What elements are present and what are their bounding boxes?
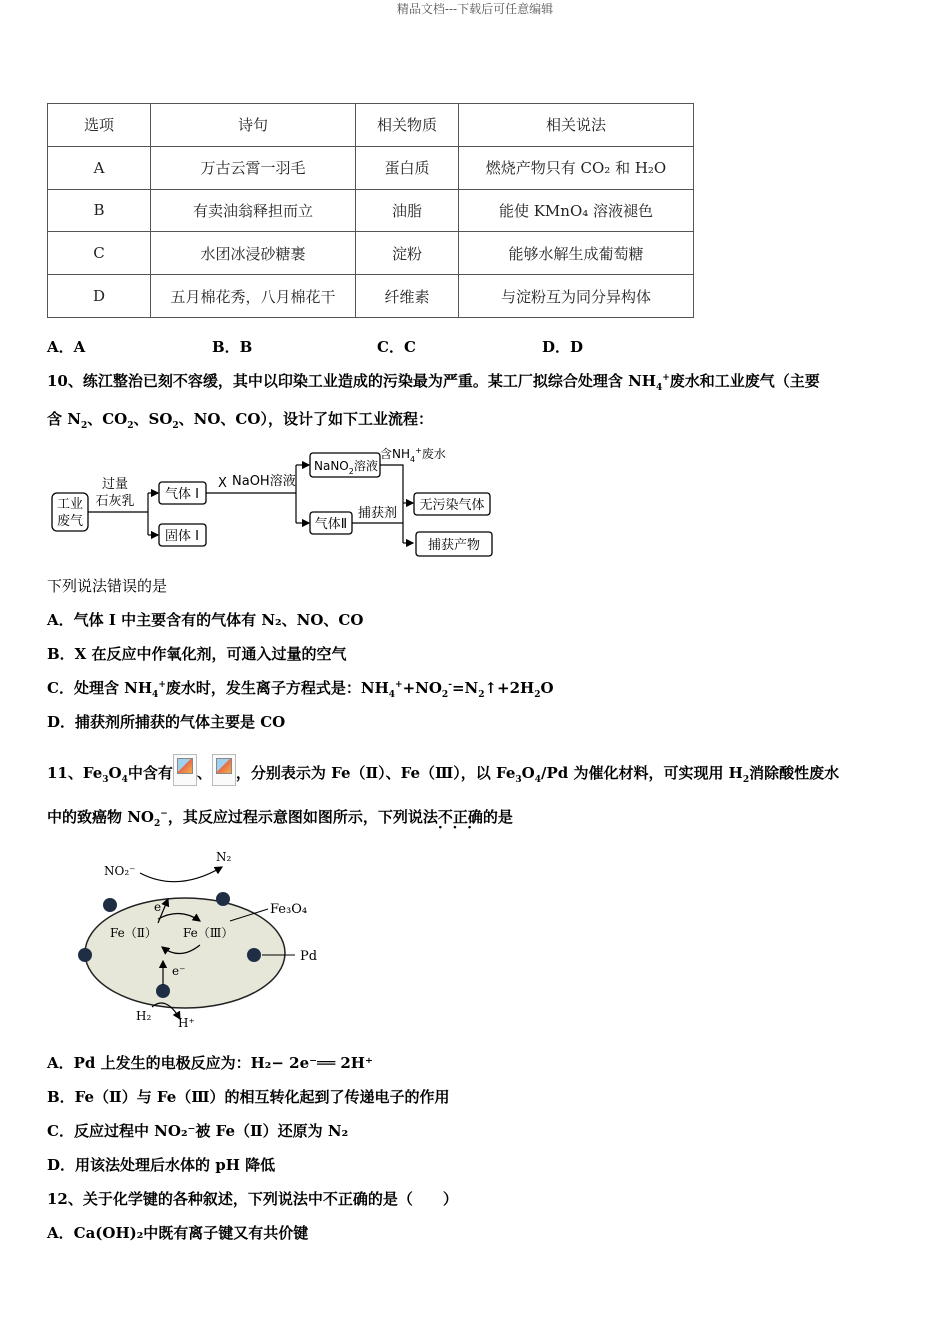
diagram-label: Fe₃O₄ [270,902,308,917]
flow-capture-agent-label: 捕获剂 [358,506,398,521]
q10-option-c: C．处理含 $NH_4^+$废水时，发生离子方程式是：$NH_4^++NO_2^-=N_2↑+2H_2O$ [47,679,554,700]
table-cell: 万古云霄一羽毛 [151,146,356,189]
table-cell: 五月棉花秀，八月棉花干 [151,275,356,318]
q9-option-b: B．B [212,338,253,356]
q10-option-d: D．捕获剂所捕获的气体主要是 CO [47,713,286,731]
flow-clean-gas-label: 无污染气体 [419,498,485,513]
table-row [48,275,694,318]
q9-option-a: A．A [47,338,86,356]
q10-flow-diagram [48,443,498,561]
table-cell: 水团冰浸砂糖裹 [151,232,356,275]
q11-stem-line1: 11、$Fe_3O_4$中含有 、 ，分别表示为 Fe（Ⅱ）、Fe（Ⅲ），以 $Fe_3O_4/Pd$ 为催化材料，可实现用 $H_2$消除酸性废水 [47,754,839,786]
diagram-label: e⁻ [172,964,186,978]
table-cell: 与淀粉互为同分异构体 [459,275,694,318]
flow-reagent-label: 石灰乳 [95,494,135,509]
q12-stem: 12、关于化学键的各种叙述，下列说法中不正确的是（ ） [47,1190,458,1208]
q9-option-c: C．C [377,338,416,356]
q11-option-a: A．Pd 上发生的电极反应为：H₂− 2e⁻══ 2H⁺ [47,1054,373,1072]
table-cell: 能使 KMnO₄ 溶液褪色 [459,189,694,232]
table-cell: 蛋白质 [356,146,459,189]
table-cell: A [48,146,151,189]
diagram-label: NO₂⁻ [104,864,136,878]
flow-gas1-label: 气体 I [165,487,199,502]
q11-stem-line2: 中的致癌物 $NO_2^-$，其反应过程示意图如图所示，下列说法不正确 · · ·的是 [47,806,513,829]
diagram-label: Fe（Ⅱ） [110,926,157,940]
diagram-label: Fe（Ⅲ） [183,926,234,940]
q10-option-b: B．X 在反应中作氧化剂，可通入过量的空气 [47,645,347,663]
flow-solid1-label: 固体 I [165,529,199,544]
q9-option-d: D．D [542,338,584,356]
table-cell: 能够水解生成葡萄糖 [459,232,694,275]
table-row [48,232,694,275]
table-header-cell: 相关说法 [459,104,694,147]
table-cell: 有卖油翁释担而立 [151,189,356,232]
table-cell: B [48,189,151,232]
table-header-cell: 选项 [48,104,151,147]
table-header-cell: 相关物质 [356,104,459,147]
table-cell: 燃烧产物只有 CO₂ 和 H₂O [459,146,694,189]
flow-ammonia-waste-label: 含$NH_4^+$废水 [380,446,446,464]
flow-input-label: 废气 [56,514,84,529]
table-header-row [48,104,694,147]
diagram-label: e [154,900,162,914]
image-placeholder-icon [212,754,236,786]
image-placeholder-icon [173,754,197,786]
table-row [48,189,694,232]
q10-stem-line1: 10、练江整治已刻不容缓，其中以印染工业造成的污染最为严重。某工厂拟综合处理含 $NH_4^+$废水和工业废气（主要 [47,372,820,393]
flow-reagent-label: 过量 [101,477,129,492]
flow-capture-product-label: 捕获产物 [427,538,481,553]
flow-naoh-label: NaOH溶液 [232,474,296,489]
q11-option-d: D．用该法处理后水体的 pH 降低 [47,1156,276,1174]
q11-option-c: C．反应过程中 NO₂⁻被 Fe（Ⅱ）还原为 N₂ [47,1122,349,1140]
flow-nano2-label: NaNO$_2$溶液 [314,459,378,476]
table-cell: C [48,232,151,275]
diagram-label: N₂ [216,850,232,864]
q10-option-a: A．气体 I 中主要含有的气体有 N₂、NO、CO [47,611,364,629]
table-row [48,146,694,189]
table-cell: 油脂 [356,189,459,232]
table-cell: D [48,275,151,318]
q11-option-b: B．Fe（Ⅱ）与 Fe（Ⅲ）的相互转化起到了传递电子的作用 [47,1088,450,1106]
flow-gas2-label: 气体Ⅱ [314,517,348,532]
flow-input-label: 工业 [56,497,84,512]
diagram-label: H₂ [136,1009,152,1023]
table-cell: 淀粉 [356,232,459,275]
diagram-label: H⁺ [178,1016,195,1030]
q10-stem-line2: 含 $N_2$、$CO_2$、$SO_2$、NO、CO），设计了如下工业流程： [47,410,433,431]
table-cell: 纤维素 [356,275,459,318]
flow-x-label: X [218,476,227,491]
q11-cycle-diagram [70,845,340,1035]
q10-prompt: 下列说法错误的是 [47,577,168,595]
diagram-label: Pd [300,949,318,964]
q9-table [47,103,694,318]
page-header: 精品文档---下载后可任意编辑 [396,2,554,16]
q12-option-a: A．Ca(OH)₂中既有离子键又有共价键 [47,1224,309,1242]
table-header-cell: 诗句 [151,104,356,147]
